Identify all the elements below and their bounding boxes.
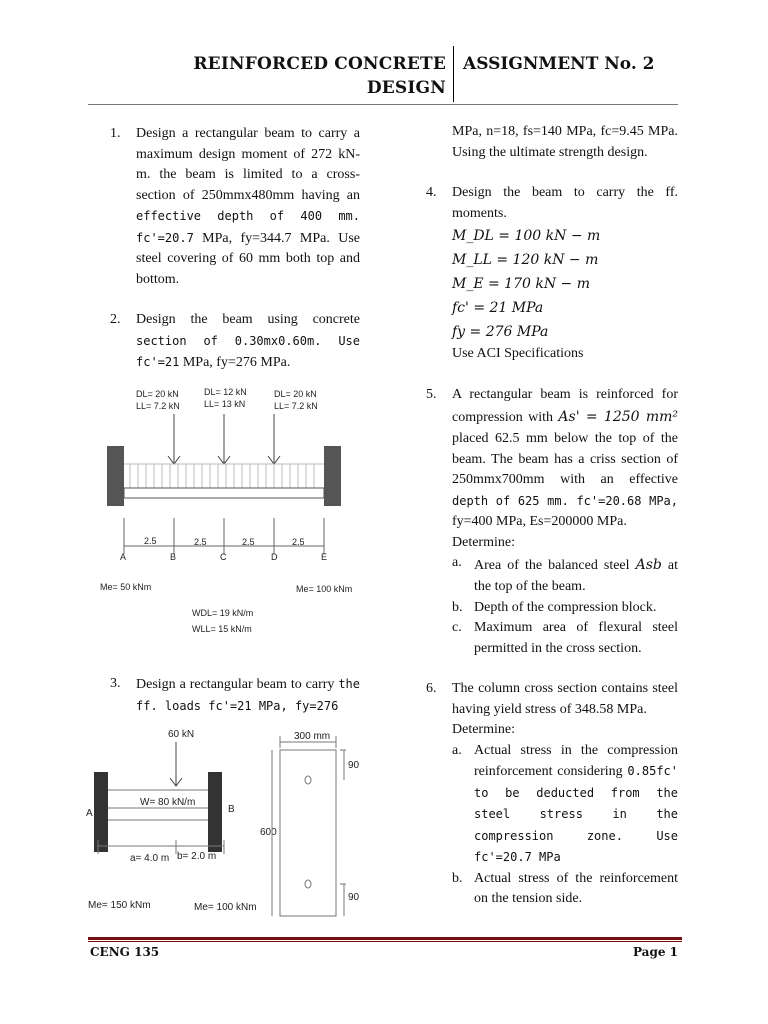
span-3: 2.5 [242, 537, 255, 547]
problem-1: 1. Design a rectangular beam to carry a maximum design moment of 272 kN-m. the beam is limited to a cross-section of 250mmx480mm having an effective depth of 400 mm. fc'=20.7 MPa, fy=344.7 MPa. Use steel covering of 60 mm both top and bottom. [110, 126, 360, 287]
title-line-2: DESIGN [366, 78, 446, 98]
point-c: C [220, 552, 227, 562]
point-load-label: 60 kN [168, 729, 195, 740]
point-load-arrows [168, 414, 280, 464]
cross-section-figure [260, 724, 370, 920]
left-column-p3 [110, 674, 360, 717]
fc-value: fc' = 21 MPa [452, 300, 544, 316]
right-support [208, 772, 222, 852]
bottom-cover: 90 [348, 892, 360, 903]
moment-right: Me= 100 kNm [296, 584, 353, 594]
moment-right: Me= 100 kNm [194, 902, 257, 913]
page-number: Page 1 [632, 945, 678, 959]
title-line-1: REINFORCED CONCRETE [193, 54, 446, 74]
beam-figure-1 [96, 384, 358, 642]
load-1-dl: DL= 20 kN [136, 389, 179, 399]
point-a: A [86, 808, 93, 819]
header-rule [88, 104, 678, 105]
moment-e: M_E = 170 kN − m [452, 276, 590, 292]
load-2-ll: LL= 13 kN [204, 399, 246, 409]
as-prime: As' = 1250 mm² [558, 409, 679, 425]
point-d: D [271, 552, 278, 562]
span-1: 2.5 [144, 536, 157, 546]
problem-5b: b. Depth of the compression block. [452, 599, 657, 615]
length-a: a= 4.0 m [130, 853, 170, 864]
aci-note: Use ACI Specifications [452, 346, 584, 361]
section-depth: 600 [260, 827, 277, 838]
left-support [94, 772, 108, 852]
point-b: B [170, 552, 177, 562]
distributed-load-label: W= 80 kN/m [140, 797, 196, 808]
left-support [107, 446, 124, 506]
load-1-ll: LL= 7.2 kN [136, 401, 180, 411]
problem-6b: b. Actual stress of the reinforcement on the tension side. [452, 870, 678, 906]
assignment-number: ASSIGNMENT No. 2 [463, 54, 655, 74]
problem-3-continued: MPa, n=18, fs=140 MPa, fc=9.45 MPa. Using the ultimate strength design. [452, 124, 678, 160]
load-3-dl: DL= 20 kN [274, 389, 317, 399]
beam-body [124, 488, 324, 498]
span-4: 2.5 [292, 537, 305, 547]
section-width: 300 mm [294, 731, 331, 742]
moment-left: Me= 50 kNm [100, 582, 152, 592]
footer-rule [88, 937, 682, 940]
problem-4: 4. Design the beam to carry the ff. moments. M_DL = 100 kN − m M_LL = 120 kN − m M_E = 170 kN − m fc' = 21 MPa fy = 276 MPa Use ACI Specifications [426, 183, 678, 365]
load-3-ll: LL= 7.2 kN [274, 401, 318, 411]
left-column [110, 124, 360, 374]
moment-dl: M_DL = 100 kN − m [452, 228, 601, 244]
problem-5a: a. Area of the balanced steel Asb at the top of the beam. [452, 555, 679, 594]
distributed-load [124, 464, 324, 488]
load-2-dl: DL= 12 kN [204, 387, 247, 397]
top-cover: 90 [348, 760, 360, 771]
right-column [426, 122, 678, 910]
header-separator [453, 46, 454, 102]
point-load-arrow [170, 742, 182, 786]
length-b: b= 2.0 m [177, 851, 217, 862]
problem-2: 2. Design the beam using concrete section of 0.30mx0.60m. Use fc'=21 MPa, fy=276 MPa. [110, 312, 360, 370]
problem-5c: c. Maximum area of flexural steel permitted in the cross section. [452, 620, 678, 656]
problem-5: 5. A rectangular beam is reinforced for compression with As' = 1250 mm² placed 62.5 mm below the top of the beam. The beam has a criss section of 250mmx700mm with an effective depth of 625 mm. fc'=20.68 MPa, fy=400 MPa, Es=200000 MPa. Determine: a. Area of the balanced steel Asb at the top of the beam. b. Depth of the compression block. c. Maximum area of flexural steel permitted in the cross section. [426, 385, 678, 660]
fy-value: fy = 276 MPa [452, 324, 549, 340]
course-code: CENG 135 [90, 945, 160, 959]
wll-label: WLL= 15 kN/m [192, 624, 252, 634]
point-a: A [120, 552, 127, 562]
beam-figure-2 [84, 724, 264, 920]
problem-3: 3. Design a rectangular beam to carry the ff. loads fc'=21 MPa, fy=276 [110, 676, 360, 713]
point-e: E [321, 552, 328, 562]
moment-ll: M_LL = 120 kN − m [452, 252, 599, 268]
span-2: 2.5 [194, 537, 207, 547]
right-support [324, 446, 341, 506]
footer-rule-thin [88, 941, 682, 942]
moment-left: Me= 150 kNm [88, 900, 151, 911]
wdl-label: WDL= 19 kN/m [192, 608, 254, 618]
problem-6a: a. Actual stress in the compression reinforcement considering 0.85fc' to be deducted from the steel stress in the compression zone. Use fc'=20.7 MPa [452, 742, 678, 864]
section-outline [272, 736, 346, 916]
title-block [160, 52, 446, 100]
point-b: B [228, 804, 235, 815]
problem-6: 6. The column cross section contains steel having yield stress of 348.58 MPa. Determine: a. Actual stress in the compression reinforcement considering 0.85fc' to be deducted from the steel stress in the compression zone. Use fc'=20.7 MPa b. Actual stress of the reinforcement on the tension side. [426, 679, 678, 910]
